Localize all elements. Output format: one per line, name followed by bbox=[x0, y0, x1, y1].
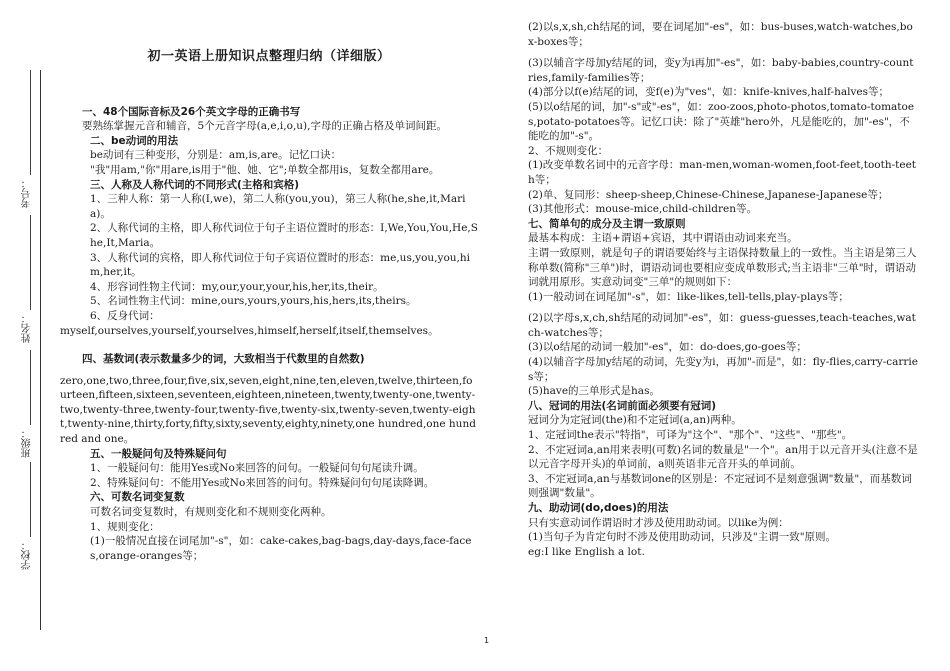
section-6-heading: 六、可数名词变复数 bbox=[90, 491, 185, 504]
section-9-text-2: (1)当句子为肯定句时不涉及使用助动词，只涉及"主谓一致"原则。 bbox=[528, 531, 837, 544]
section-4-heading: 四、基数词(表示数量多少的词，大致相当于代数里的自然数) bbox=[82, 353, 365, 366]
section-6-text-2: 1、规则变化： bbox=[90, 520, 160, 533]
section-5-item-1: 1、一般疑问句：能用Yes或No来回答的问句。一般疑问句句尾读升调。 bbox=[90, 462, 424, 475]
section-7-text-2: 主谓一致原则，就是句子的谓语要始终与主语保持数量上的一致性。当主语是第三人称单数(简称"三单")时，谓语动词也要相应变成单数形式;当主语非"三单"时，谓语动词就用原形。实意动词变"三单"的规则如下： bbox=[528, 246, 917, 289]
section-3-heading: 三、人称及人称代词的不同形式(主格和宾格) bbox=[90, 178, 300, 191]
plural-rule-4: (4)部分以f(e)结尾的词，变f(e)为"ves"，如：knife-knives,half-halves等； bbox=[528, 86, 889, 99]
section-2-text-2: "我"用am,"你"用are,is用于"他、她、它";单数全都用is，复数全都用are。 bbox=[90, 163, 440, 176]
plural-rule-3: (3)以辅音字母加y结尾的词，变y为i再加"-es"，如：baby-babies,country-countries,family-families等； bbox=[528, 57, 914, 84]
section-7-text-1: 最基本构成：主语+谓语+宾语，其中谓语由动词来充当。 bbox=[528, 232, 798, 245]
name-label: 姓名： bbox=[22, 313, 33, 343]
class-label: 班级： bbox=[22, 428, 33, 458]
name-fill-line bbox=[30, 215, 31, 310]
section-1-text: 要熟练掌握元音和辅音，5个元音字母(a,e,i,o,u),字母的正确占格及单词间距。 bbox=[82, 120, 447, 133]
section-7-rule-5: (5)have的三单形式是has。 bbox=[528, 385, 660, 398]
section-5-item-2: 2、特殊疑问句：不能用Yes或No来回答的问句。特殊疑问句句尾读降调。 bbox=[90, 476, 435, 489]
section-8-text-1: 冠词分为定冠词(the)和不定冠词(a,an)两种。 bbox=[528, 414, 742, 427]
right-column bbox=[498, 20, 918, 559]
left-column bbox=[60, 20, 478, 563]
section-2-heading: 二、be动词的用法 bbox=[90, 134, 179, 147]
school-label: 学校： bbox=[22, 540, 33, 570]
section-7-rule-1: (1)一般动词在词尾加"-s"，如：like-likes,tell-tells,play-plays等； bbox=[528, 290, 849, 303]
document-title: 初一英语上册知识点整理归纳（详细版） bbox=[147, 49, 391, 64]
section-9-heading: 九、助动词(do,does)的用法 bbox=[528, 502, 669, 514]
plural-rule-5: (5)以o结尾的词，加"-s"或"-es"，如：zoo-zoos,photo-photos,tomato-tomatoes,potato-potatoes等。记忆口诀：除了"英雄"hero外，凡是能吃的，加"-es"，不能吃的加"-s"。 bbox=[528, 100, 915, 143]
irregular-rule-2: (2)单、复同形：sheep-sheep,Chinese-Chinese,Japanese-Japanese等； bbox=[528, 188, 889, 201]
section-7-rule-4: (4)以辅音字母加y结尾的动词，先变y为i，再加"-而是"，如：fly-flies,carry-carries等； bbox=[528, 356, 918, 383]
section-7-rule-3: (3)以o结尾的动词一般加"-es"，如：do-does,go-goes等； bbox=[528, 341, 807, 354]
exam-no-fill-line bbox=[30, 70, 31, 175]
school-fill-line bbox=[30, 462, 31, 537]
section-3-item-2: 2、人称代词的主格，即人称代词位于句子主语位置时的形态：I,We,You,You,He,She,It,Maria。 bbox=[90, 222, 478, 249]
exam-no-label: 考号： bbox=[22, 178, 33, 208]
section-3-item-5: 5、名词性物主代词：mine,ours,yours,yours,his,hers,its,theirs。 bbox=[90, 295, 417, 308]
binding-margin bbox=[0, 0, 60, 671]
plural-rule-2: (2)以s,x,sh,ch结尾的词，要在词尾加"-es"，如：bus-buses,watch-watches,box-boxes等； bbox=[528, 21, 913, 48]
page-number: 1 bbox=[484, 636, 490, 645]
section-2-text-1: be动词有三种变形，分别是：am,is,are。记忆口诀： bbox=[90, 149, 342, 162]
section-1-heading: 一、48个国际音标及26个英文字母的正确书写 bbox=[82, 105, 301, 118]
irregular-heading: 2、不规则变化： bbox=[528, 144, 609, 157]
section-3-item-4: 4、形容词性物主代词：my,our,your,your,his,her,its,their。 bbox=[90, 280, 384, 293]
section-3-reflexive-list: myself,ourselves,yourself,yourselves,himself,herself,itself,themselves。 bbox=[60, 324, 439, 337]
section-5-heading: 五、一般疑问句及特殊疑问句 bbox=[90, 447, 227, 460]
section-9-text-1: 只有实意动词作谓语时才涉及使用助动词。以like为例： bbox=[528, 516, 789, 529]
section-8-item-2: 2、不定冠词a,an用来表明(可数)名词的数量是"一个"。an用于以元音开头(注意不是以元音字母开头)的单词前，a则英语非元音开头的单词前。 bbox=[528, 443, 918, 471]
section-6-text-3: (1)一般情况直接在词尾加"-s"，如：cake-cakes,bag-bags,day-days,face-faces,orange-oranges等； bbox=[90, 535, 472, 562]
section-7-heading: 七、简单句的成分及主谓一致原则 bbox=[528, 217, 686, 230]
section-9-example: eg:I like English a lot. bbox=[528, 545, 645, 558]
section-6-text-1: 可数名词变复数时，有规则变化和不规则变化两种。 bbox=[90, 506, 332, 519]
binding-line bbox=[40, 70, 41, 630]
section-3-item-1: 1、三种人称：第一人称(I,we)，第二人称(you,you)，第三人称(he,she,it,Maria)。 bbox=[90, 193, 466, 220]
section-8-item-3: 3、不定冠词a,an与基数词one的区别是：不定冠词不是刻意强调"数量"，而基数词则强调"数量"。 bbox=[528, 472, 912, 500]
class-fill-line bbox=[30, 350, 31, 425]
section-4-number-list: zero,one,two,three,four,five,six,seven,eight,nine,ten,eleven,twelve,thirteen,fourteen,fifteen,sixteen,seventeen,eighteen,nineteen,twenty,twenty-one,twenty-two,twenty-three,twenty-four,twenty-five,twenty-six,twenty-seven,twenty-eight,twenty-nine,thirty,forty,fifty,sixty,seventy,eighty,ninety,one hundred,one hundred and one。 bbox=[60, 374, 476, 446]
section-8-heading: 八、冠词的用法(名词前面必须要有冠词) bbox=[528, 399, 717, 412]
irregular-rule-1: (1)改变单数名词中的元音字母：man-men,woman-women,foot-feet,tooth-teeth等； bbox=[528, 159, 917, 186]
section-3-item-6: 6、反身代词： bbox=[90, 309, 160, 322]
section-8-item-1: 1、定冠词the表示"特指"，可译为"这个"、"那个"、"这些"、"那些"。 bbox=[528, 429, 853, 442]
section-7-rule-2: (2)以字母s,x,ch,sh结尾的动词加"-es"，如：guess-guesses,teach-teaches,watch-watches等； bbox=[528, 312, 916, 339]
section-3-item-3: 3、人称代词的宾格，即人称代词位于句子宾语位置时的形态：me,us,you,you,him,her,it。 bbox=[90, 251, 471, 279]
irregular-rule-3: (3)其他形式：mouse-mice,child-children等。 bbox=[528, 203, 758, 216]
